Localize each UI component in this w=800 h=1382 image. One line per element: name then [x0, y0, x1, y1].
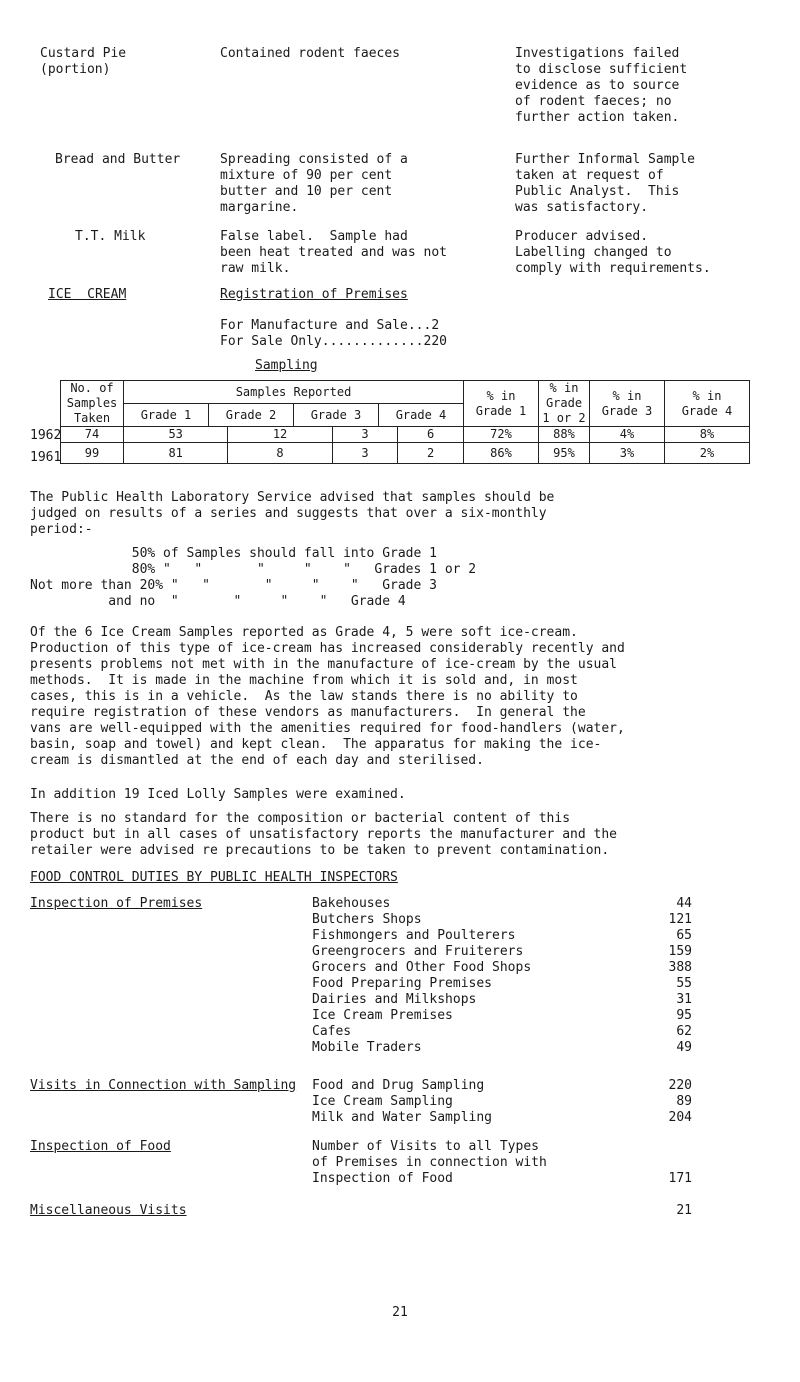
list-item: Cafes 62: [312, 1024, 692, 1039]
ice-cream-heading: ICE CREAM: [48, 287, 127, 302]
list-item: Food and Drug Sampling 220: [312, 1078, 692, 1093]
standards-paragraph: There is no standard for the composition or bacterial content of this product but in all cases of unsatisfactory reports the manufacturer and the retailer were advised re precautions to be taken to prevent contamination.: [30, 811, 617, 858]
cell-p4: 8%: [665, 427, 750, 443]
list-item: Ice Cream Sampling 89: [312, 1094, 692, 1109]
cell-taken: 74: [61, 427, 124, 443]
cell-p4: 2%: [665, 443, 750, 464]
misc-visits-value: 21: [676, 1203, 692, 1218]
item-tt-milk: T.T. Milk: [75, 229, 146, 244]
grade-criteria: 50% of Samples should fall into Grade 1 80% " " " " " Grades 1 or 2 Not more than 20% " " " " " Grade 3 and no " " " " Grade 4: [30, 546, 477, 609]
iced-lolly-paragraph: In addition 19 Iced Lolly Samples were examined.: [30, 787, 406, 802]
reason-tt-milk: False label. Sample had been heat treated and was not raw milk.: [220, 229, 447, 276]
col-header-grade3: Grade 3: [294, 404, 379, 427]
col-header-grade2: Grade 2: [209, 404, 294, 427]
col-header-pct-grade1: % in Grade 1: [464, 381, 539, 427]
inspection-premises-list: [312, 896, 712, 1056]
list-item: Dairies and Milkshops 31: [312, 992, 692, 1007]
cell-p12: 88%: [539, 427, 590, 443]
cell-g1: 81: [124, 443, 228, 464]
misc-visits-label: Miscellaneous Visits: [30, 1203, 187, 1218]
cell-p3: 4%: [590, 427, 665, 443]
table-row: [61, 443, 750, 464]
cell-p12: 95%: [539, 443, 590, 464]
sampling-table-body: [60, 426, 750, 464]
list-item: Greengrocers and Fruiterers 159: [312, 944, 692, 959]
registration-lines: For Manufacture and Sale...2 For Sale Only.............220: [220, 318, 447, 349]
registration-heading: Registration of Premises: [220, 287, 408, 302]
list-item: Ice Cream Premises 95: [312, 1008, 692, 1023]
reason-bread-butter: Spreading consisted of a mixture of 90 per cent butter and 10 per cent margarine.: [220, 152, 408, 215]
cell-g3: 3: [332, 427, 398, 443]
soft-ice-cream-paragraph: Of the 6 Ice Cream Samples reported as Grade 4, 5 were soft ice-cream. Production of this type of ice-cream has increased considerably recently and presents problems not met with in the manufacture of ice-cream by the usual methods. It is made in the machine from which it is sold and, in most cases, this is in a vehicle. As the law stands there is no ability to require registration of these vendors as manufacturers. In general the vans are well-equipped with the amenities required for food-handlers (water, basin, soap and towel) and kept clean. The apparatus for making the ice- cream is dismantled at the end of each day and sterilised.: [30, 625, 625, 768]
duties-heading: FOOD CONTROL DUTIES BY PUBLIC HEALTH INSPECTORS: [30, 870, 398, 885]
action-bread-butter: Further Informal Sample taken at request of Public Analyst. This was satisfactory.: [515, 152, 696, 215]
list-item: Food Preparing Premises 55: [312, 976, 692, 991]
row-year-1962: 1962: [30, 428, 62, 443]
item-custard-pie: Custard Pie (portion): [40, 46, 127, 77]
sampling-heading: Sampling: [255, 358, 318, 373]
list-item: Fishmongers and Poulterers 65: [312, 928, 692, 943]
cell-g4: 2: [398, 443, 464, 464]
sampling-table: [60, 380, 750, 427]
cell-p1: 86%: [464, 443, 539, 464]
cell-g3: 3: [332, 443, 398, 464]
cell-g1: 53: [124, 427, 228, 443]
list-item: Milk and Water Sampling 204: [312, 1110, 692, 1125]
cell-g2: 12: [228, 427, 332, 443]
inspection-food-value: 171: [668, 1171, 692, 1186]
list-item: Bakehouses 44: [312, 896, 692, 911]
inspection-food-text: Number of Visits to all Types of Premises in connection with Inspection of Food: [312, 1139, 547, 1186]
page-number: 21: [392, 1305, 408, 1320]
col-header-grade1: Grade 1: [124, 404, 209, 427]
reason-custard-pie: Contained rodent faeces: [220, 46, 401, 61]
col-header-pct-grade4: % in Grade 4: [665, 381, 750, 427]
cell-g2: 8: [228, 443, 332, 464]
cell-p3: 3%: [590, 443, 665, 464]
action-custard-pie: Investigations failed to disclose sufficient evidence as to source of rodent faeces; no further action taken.: [515, 46, 688, 125]
list-item: Butchers Shops 121: [312, 912, 692, 927]
sampling-visits-label: Visits in Connection with Sampling: [30, 1078, 297, 1093]
action-tt-milk: Producer advised. Labelling changed to comply with requirements.: [515, 229, 711, 276]
inspection-premises-label: Inspection of Premises: [30, 896, 203, 911]
cell-g4: 6: [398, 427, 464, 443]
inspection-food-label: Inspection of Food: [30, 1139, 171, 1154]
sampling-visits-list: [312, 1078, 712, 1126]
cell-taken: 99: [61, 443, 124, 464]
col-header-samples-reported: Samples Reported: [124, 381, 464, 404]
row-year-1961: 1961: [30, 450, 62, 465]
table-row: [61, 427, 750, 443]
item-bread-butter: Bread and Butter: [55, 152, 181, 167]
list-item: Grocers and Other Food Shops 388: [312, 960, 692, 975]
list-item: Mobile Traders 49: [312, 1040, 692, 1055]
cell-p1: 72%: [464, 427, 539, 443]
col-header-grade4: Grade 4: [379, 404, 464, 427]
col-header-pct-grade3: % in Grade 3: [590, 381, 665, 427]
advice-paragraph: The Public Health Laboratory Service advised that samples should be judged on results of a series and suggests that over a six-monthly period:-: [30, 490, 555, 537]
col-header-samples-taken: No. of Samples Taken: [61, 381, 124, 427]
col-header-pct-grade12: % in Grade 1 or 2: [539, 381, 590, 427]
